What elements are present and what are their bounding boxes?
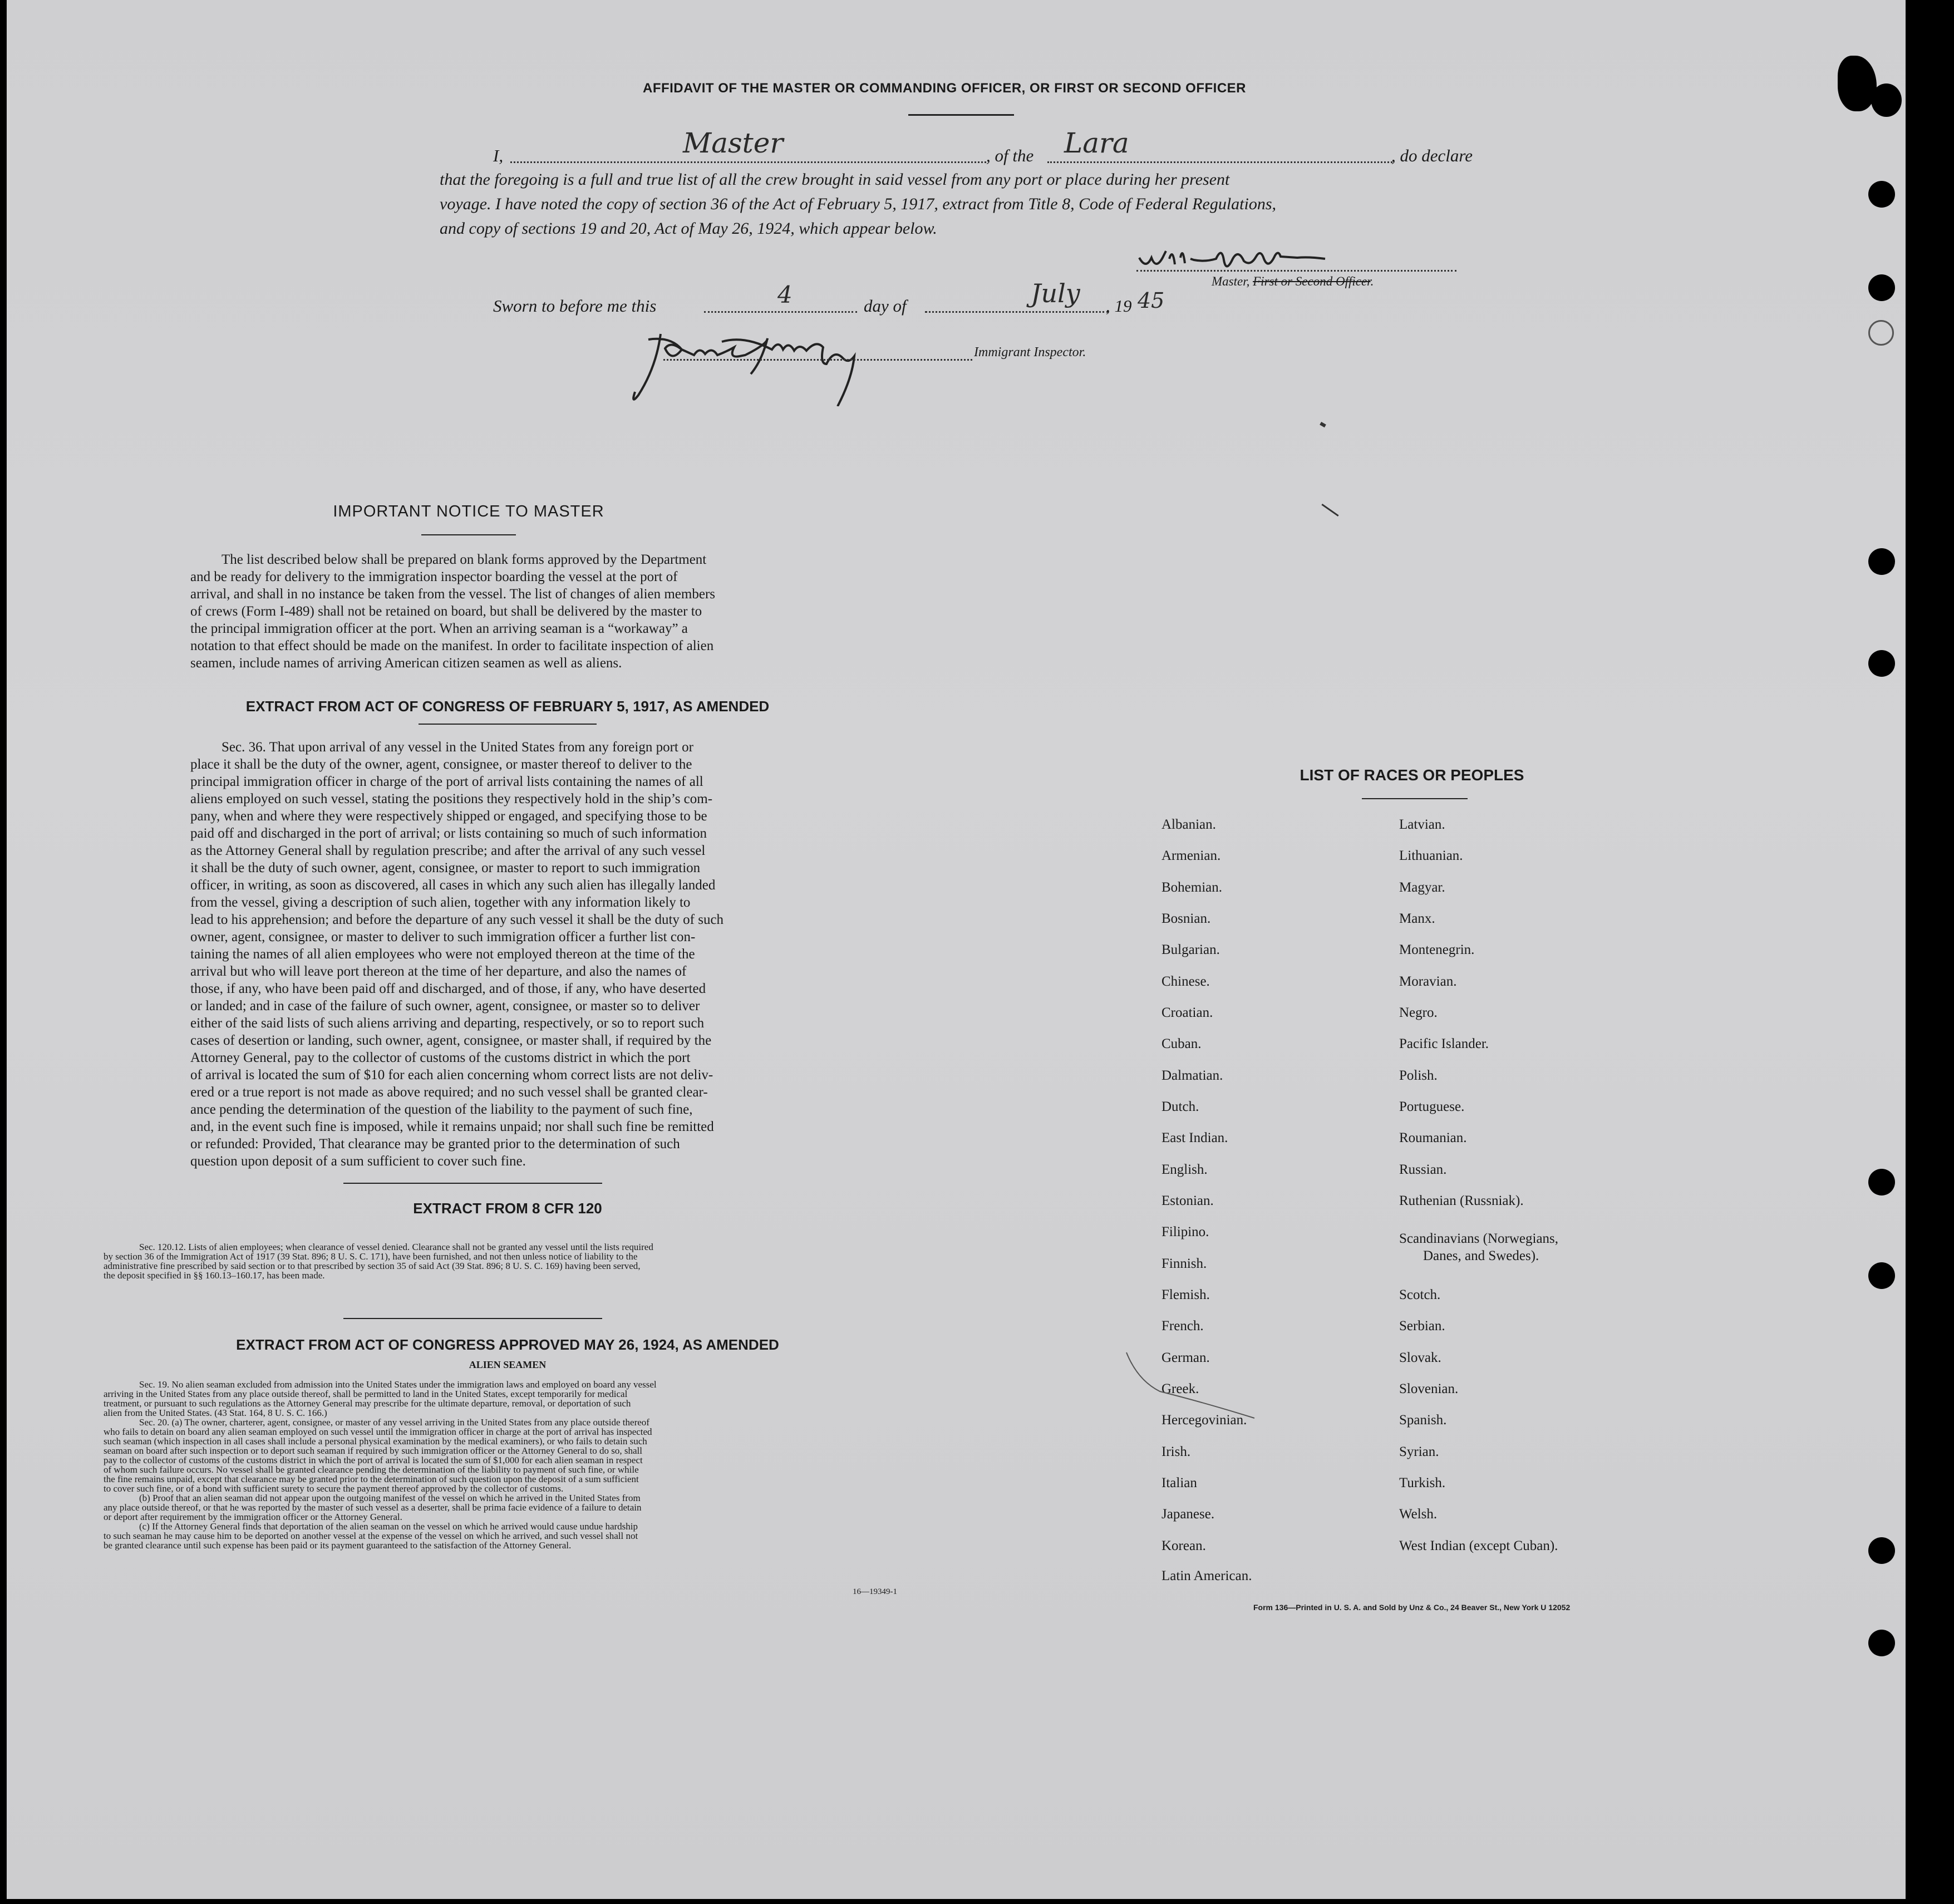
race-item: Albanian. <box>1161 817 1216 832</box>
extract-1917-line: as the Attorney General shall by regulation prescribe; and after the arrival of any such vessel <box>190 843 706 858</box>
extract-1917-line: or refunded: Provided, That clearance may be granted prior to the determination of such <box>190 1137 680 1152</box>
day-handwriting: 4 <box>777 281 793 308</box>
extract-1924-title: EXTRACT FROM ACT OF CONGRESS APPROVED MAY 26, 1924, AS AMENDED <box>236 1336 779 1353</box>
punch-hole <box>1868 1169 1895 1195</box>
extract-1917-rule <box>419 724 597 725</box>
race-item: Negro. <box>1399 1005 1438 1020</box>
affidavit-line-2: that the foregoing is a full and true list of all the crew brought in said vessel from any port or place during her present <box>440 170 1230 189</box>
extract-1924-subtitle: ALIEN SEAMEN <box>469 1359 547 1370</box>
race-item: West Indian (except Cuban). <box>1399 1538 1558 1553</box>
inspector-signature <box>627 317 950 406</box>
race-item: Greek. <box>1161 1381 1199 1396</box>
punch-hole <box>1868 650 1895 677</box>
races-title: LIST OF RACES OR PEOPLES <box>1300 766 1524 784</box>
punch-hole-ring <box>1868 320 1894 346</box>
year-printed: , 19 <box>1106 296 1132 316</box>
notice-line: arrival, and shall in no instance be taken from the vessel. The list of changes of alien members <box>190 587 715 602</box>
race-item: Polish. <box>1399 1068 1438 1083</box>
race-item: Estonian. <box>1161 1193 1214 1208</box>
extract-1917-line: ance pending the determination of the question of the liability to the payment of such fine, <box>190 1102 693 1117</box>
punch-hole <box>1868 1537 1895 1564</box>
extract-cfr-line: by section 36 of the Immigration Act of 1917 (39 Stat. 896; 8 U. S. C. 171), have been furnished, and not then unless notice of liability to the <box>104 1251 638 1262</box>
extract-1917-line: Sec. 36. That upon arrival of any vessel in the United States from any foreign port or <box>222 740 693 755</box>
extract-1917-line: or landed; and in case of the failure of such owner, agent, consignee, or master so to deliver <box>190 998 700 1014</box>
race-item: Armenian. <box>1161 848 1221 863</box>
notice-line: The list described below shall be prepared on blank forms approved by the Department <box>222 552 707 567</box>
race-item: Bulgarian. <box>1161 942 1220 957</box>
notice-line: notation to that effect should be made on the manifest. In order to facilitate inspection of alien <box>190 638 714 653</box>
affidavit-line-4: and copy of sections 19 and 20, Act of May 26, 1924, which appear below. <box>440 219 937 238</box>
race-item: German. <box>1161 1350 1210 1365</box>
race-item: Scandinavians (Norwegians, <box>1399 1231 1559 1246</box>
torn-edge-blotch <box>1871 83 1902 117</box>
race-item: Montenegrin. <box>1399 942 1475 957</box>
race-item: Pacific Islander. <box>1399 1036 1489 1051</box>
year-handwriting: 45 <box>1138 288 1165 313</box>
punch-hole <box>1868 274 1895 301</box>
extract-1917-line: taining the names of all alien employees who were not employed thereon at the time of the <box>190 947 695 962</box>
races-rule <box>1362 798 1468 799</box>
notice-title: IMPORTANT NOTICE TO MASTER <box>333 503 604 520</box>
extract-1917-line: place it shall be the duty of the owner, agent, consignee, or master thereof to deliver to the <box>190 757 692 772</box>
stray-mark <box>1321 504 1338 516</box>
cfr-top-rule <box>343 1183 602 1184</box>
affidavit-title: AFFIDAVIT OF THE MASTER OR COMMANDING OFFICER, OR FIRST OR SECOND OFFICER <box>642 81 1247 96</box>
race-item: Russian. <box>1399 1162 1447 1177</box>
race-item: English. <box>1161 1162 1208 1177</box>
extract-1917-line: it shall be the duty of such owner, agent, consignee, or master to report to such immigration <box>190 860 701 875</box>
extract-1917-line: owner, agent, consignee, or master to deliver to such immigration officer a further list con- <box>190 929 696 944</box>
extract-1924-line: of whom such failure occurs. No vessel shall be granted clearance pending the determination of the liability to payment of such fine, or while <box>104 1464 639 1475</box>
extract-1924-line: any place outside thereof, or that he was reported by the master of such vessel as a deserter, shall be prima facie evidence of a failure to detain <box>104 1502 642 1513</box>
extract-1917-line: lead to his apprehension; and before the departure of any such vessel it shall be the duty of such <box>190 912 724 927</box>
punch-hole <box>1868 181 1895 208</box>
pencil-tick-mark <box>1120 1347 1264 1425</box>
extract-1924-line: (c) If the Attorney General finds that deportation of the alien seaman on the vessel on which he arrived would cause undue hardship <box>139 1521 638 1532</box>
race-item: Latvian. <box>1399 817 1445 832</box>
extract-cfr-title: EXTRACT FROM 8 CFR 120 <box>413 1200 602 1217</box>
extract-1924-line: such seaman (which inspection in all cases shall include a personal physical examination by the medical examiners), or who fails to detain such <box>104 1436 647 1447</box>
extract-1924-line: be granted clearance until such expense has been paid or its payment guaranteed to the satisfaction of the Attorney General. <box>104 1540 572 1551</box>
race-item: Bosnian. <box>1161 911 1211 926</box>
race-item: Welsh. <box>1399 1507 1438 1522</box>
extract-1924-line: (b) Proof that an alien seaman did not appear upon the outgoing manifest of the vessel on which he arrived in the United States from <box>139 1493 641 1503</box>
extract-1917-line: cases of desertion or landing, such owner, agent, consignee, or master shall, if required by the <box>190 1033 712 1048</box>
document-sheet <box>7 0 1906 1899</box>
signature-blank <box>1136 259 1456 272</box>
signature-caption-end: . <box>1370 274 1374 288</box>
extract-1917-line: and, in the event such fine is imposed, while it remains unpaid; nor shall such fine be remitted <box>190 1119 714 1134</box>
race-item: Korean. <box>1161 1538 1206 1553</box>
vessel-handwriting: Lara <box>1064 127 1129 159</box>
race-item: Moravian. <box>1399 974 1457 989</box>
race-item: Bohemian. <box>1161 880 1223 895</box>
extract-1917-line: Attorney General, pay to the collector of customs of the customs district in which the port <box>190 1050 691 1065</box>
extract-cfr-paragraph <box>104 1242 910 1280</box>
notice-paragraph <box>190 551 825 672</box>
race-item: Lithuanian. <box>1399 848 1463 863</box>
extract-1917-line: those, if any, who have been paid off and discharged, and of those, if any, who have deserted <box>190 981 706 996</box>
race-item: Filipino. <box>1161 1224 1209 1239</box>
race-item: Ruthenian (Russniak). <box>1399 1193 1524 1208</box>
affidavit-line-3: voyage. I have noted the copy of section 36 of the Act of February 5, 1917, extract from Title 8, Code of Federal Regulations, <box>440 195 1277 213</box>
extract-1917-line: ered or a true report is not made as above required; and no such vessel shall be granted clear- <box>190 1085 708 1100</box>
punch-hole <box>1868 548 1895 575</box>
race-item: Finnish. <box>1161 1256 1207 1271</box>
extract-1917-line: aliens employed on such vessel, stating the positions they respectively hold in the ship’s com- <box>190 791 713 806</box>
race-item: Turkish. <box>1399 1475 1446 1490</box>
month-blank <box>925 299 1109 313</box>
notice-rule <box>421 534 516 535</box>
race-item: Magyar. <box>1399 880 1445 895</box>
form-code: 16—19349-1 <box>853 1587 897 1596</box>
extract-cfr-line: Sec. 120.12. Lists of alien employees; when clearance of vessel denied. Clearance shall not be granted any vessel until the lists required <box>139 1242 653 1252</box>
month-handwriting: July <box>1031 278 1080 308</box>
printer-footer: Form 136—Printed in U. S. A. and Sold by Unz & Co., 24 Beaver St., New York U 12052 <box>1253 1603 1571 1612</box>
extract-1917-title: EXTRACT FROM ACT OF CONGRESS OF FEBRUARY 5, 1917, AS AMENDED <box>245 698 770 715</box>
race-item: Croatian. <box>1161 1005 1213 1020</box>
race-item: Irish. <box>1161 1444 1191 1459</box>
punch-hole <box>1868 1630 1895 1656</box>
stray-mark <box>1320 422 1326 427</box>
inspector-blank <box>663 348 972 361</box>
notice-line: the principal immigration officer at the port. When an arriving seaman is a “workaway” a <box>190 621 688 636</box>
of-the-label: , of the <box>986 146 1034 165</box>
extract-1924-line: pay to the collector of customs of the customs district in which the port of arrival is located the sum of $1,000 for each alien seaman in respect <box>104 1455 643 1465</box>
signature-caption <box>1212 274 1374 289</box>
race-item: Danes, and Swedes). <box>1423 1248 1539 1263</box>
notice-line: of crews (Form I-489) shall not be retained on board, but shall be delivered by the master to <box>190 604 702 619</box>
extract-1924-line: to cover such fine, or of a bond with sufficient surety to secure the payment thereof approved by the collector of customs. <box>104 1483 564 1494</box>
extract-1924-line: the fine remains unpaid, except that clearance may be granted prior to the determination of such question upon the deposit of a sum sufficient <box>104 1474 639 1484</box>
race-item: East Indian. <box>1161 1130 1228 1145</box>
extract-1917-line: principal immigration officer in charge of the port of arrival lists containing the names of all <box>190 774 703 789</box>
race-item: Slovenian. <box>1399 1381 1459 1396</box>
race-item: Dutch. <box>1161 1099 1199 1114</box>
race-item: Japanese. <box>1161 1507 1215 1522</box>
officer-handwriting: Master <box>683 127 784 159</box>
race-item: Roumanian. <box>1399 1130 1467 1145</box>
do-declare-label: , do declare <box>1391 146 1473 165</box>
punch-hole <box>1868 1262 1895 1289</box>
inspector-label: Immigrant Inspector. <box>974 345 1086 360</box>
race-item: Serbian. <box>1399 1318 1445 1334</box>
title-rule <box>908 114 1014 116</box>
extract-1924-line: to such seaman he may cause him to be deported on another vessel at the expense of the vessel on which he arrived, and such vessel shall not <box>104 1531 638 1541</box>
notice-line: seamen, include names of arriving American citizen seamen as well as aliens. <box>190 656 622 671</box>
extract-1924-line: or deport after requirement by the immigration officer or the Attorney General. <box>104 1512 402 1522</box>
day-of-label: day of <box>864 296 907 316</box>
extract-1924-line: who fails to detain on board any alien seaman employed on such vessel until the immigration officer in charge at the port of arrival has inspected <box>104 1426 652 1437</box>
extract-cfr-line: administrative fine prescribed by said section or to that prescribed by section 35 of said Act (39 Stat. 896; 8 U. S. C. 169) having been served, <box>104 1261 641 1271</box>
sworn-label: Sworn to before me this <box>493 296 657 316</box>
extract-1917-line: pany, when and where they were respectively shipped or engaged, and specifying those to be <box>190 809 707 824</box>
extract-1917-line: from the vessel, giving a description of such alien, together with any information likely to <box>190 895 691 910</box>
extract-1924-line: seaman on board after such inspection or to deport such seaman if required by such immigration officer or the Attorney General to do so, shall <box>104 1445 642 1456</box>
extract-1917-line: question upon deposit of a sum sufficient to cover such fine. <box>190 1154 526 1169</box>
signature-caption-master: Master, <box>1212 274 1253 288</box>
extract-1917-line: either of the said lists of such aliens arriving and departing, respectively, or so to report such <box>190 1016 705 1031</box>
race-item: Chinese. <box>1161 974 1210 989</box>
race-item: Spanish. <box>1399 1413 1447 1428</box>
extract-1917-line: of arrival is located the sum of $10 for each alien concerning whom correct lists are not deliv- <box>190 1067 713 1083</box>
extract-1924-paragraph <box>104 1380 910 1550</box>
race-item: Italian <box>1161 1475 1197 1490</box>
race-item: Syrian. <box>1399 1444 1439 1459</box>
extract-1924-line: Sec. 20. (a) The owner, charterer, agent, consignee, or master of any vessel arriving in the United States from any place outside thereof <box>139 1417 649 1428</box>
extract-1917-line: paid off and discharged in the port of arrival; or lists containing so much of such information <box>190 826 707 841</box>
extract-1917-paragraph <box>190 739 825 1170</box>
race-item: French. <box>1161 1318 1204 1334</box>
extract-1924-line: treatment, or pursuant to such regulations as the Attorney General may prescribe for the ultimate departure, removal, or deportation of such <box>104 1398 631 1409</box>
race-item: Portuguese. <box>1399 1099 1465 1114</box>
race-item: Manx. <box>1399 911 1435 926</box>
notice-line: and be ready for delivery to the immigration inspector boarding the vessel at the port of <box>190 569 678 584</box>
race-item: Cuban. <box>1161 1036 1202 1051</box>
extract-1917-line: arrival but who will leave port thereon at the time of her departure, and also the names of <box>190 964 687 979</box>
race-item: Scotch. <box>1399 1287 1441 1302</box>
race-item: Hercegovinian. <box>1161 1413 1247 1428</box>
affidavit-i-label: I, <box>493 146 504 165</box>
race-item: Flemish. <box>1161 1287 1210 1302</box>
extract-1924-line: alien from the United States. (43 Stat. 164, 8 U. S. C. 166.) <box>104 1408 327 1418</box>
extract-1917-line: officer, in writing, as soon as discovered, all cases in which any such alien has illegally landed <box>190 878 716 893</box>
race-item: Slovak. <box>1399 1350 1441 1365</box>
extract-1924-line: Sec. 19. No alien seaman excluded from admission into the United States under the immigration laws and employed on board any vessel <box>139 1379 657 1390</box>
race-item: Latin American. <box>1161 1568 1252 1583</box>
extract-cfr-line: the deposit specified in §§ 160.13–160.17, has been made. <box>104 1270 325 1281</box>
race-item: Dalmatian. <box>1161 1068 1223 1083</box>
extract-1924-line: arriving in the United States from any place outside thereof, shall be permitted to land in the United States, except temporarily for medical <box>104 1389 628 1399</box>
signature-caption-struck: First or Second Officer <box>1253 274 1371 288</box>
extract-1924-top-rule <box>343 1318 602 1319</box>
